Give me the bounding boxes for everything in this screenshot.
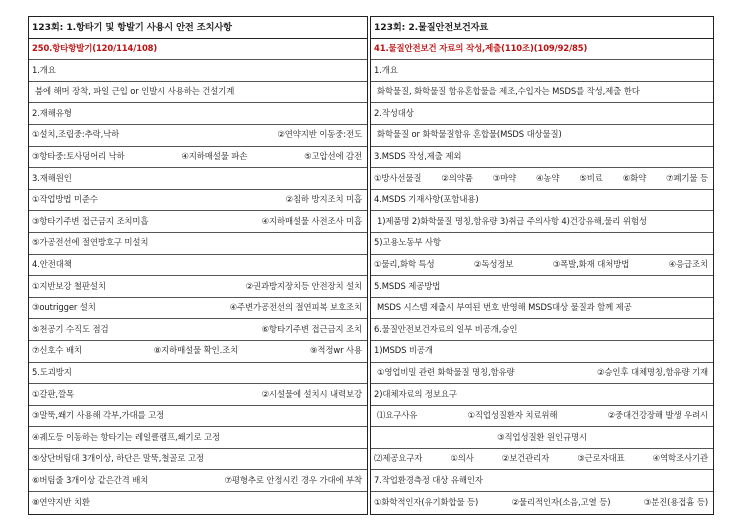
row-text: ③직업성질환 원인규명시 bbox=[497, 431, 587, 442]
row-text: ⑧연약지반 치환 bbox=[32, 497, 90, 508]
row-text: 1.개요 bbox=[32, 64, 56, 75]
left-row bbox=[29, 449, 367, 471]
row-text: ③분진(용접흄 등) bbox=[643, 497, 709, 508]
right-row bbox=[371, 147, 713, 169]
row-text: ③근로자대표 bbox=[577, 453, 625, 464]
left-row bbox=[29, 211, 367, 233]
right-row bbox=[371, 103, 713, 125]
left-row bbox=[29, 82, 367, 104]
right-header: 123회: 2.물질안전보건자료 bbox=[371, 17, 713, 39]
row-text: ②시설물에 설치시 내력보강 bbox=[261, 388, 362, 399]
left-row bbox=[29, 363, 367, 385]
row-text: 5.MSDS 제공방법 bbox=[374, 280, 441, 291]
right-row bbox=[371, 319, 713, 341]
left-row bbox=[29, 492, 367, 514]
right-row bbox=[371, 492, 713, 514]
row-text: ⑥항타기주변 접근금지 조치 bbox=[261, 323, 362, 334]
left-row bbox=[29, 255, 367, 277]
row-text: 붐에 해머 장착, 파일 근입 or 인발시 사용하는 건설기계 bbox=[35, 86, 235, 97]
right-subheader: 41.물질안전보건 자료의 작성,제출(110조)(109/92/85) bbox=[371, 39, 713, 61]
row-text: ⑤천공기 수직도 점검 bbox=[32, 323, 109, 334]
row-text: ③마약 bbox=[492, 172, 517, 183]
row-text: ①설치,조립중:추락,낙하 bbox=[32, 129, 120, 140]
row-text: 1)제품명 2)화학물질 명칭,함유량 3)취급 주의사항 4)건강유해,물리 위험성 bbox=[377, 215, 647, 226]
row-text: 3.재해원인 bbox=[32, 172, 72, 183]
left-row bbox=[29, 60, 367, 82]
row-text: ①갈판,깔목 bbox=[32, 388, 74, 399]
row-text: ⑴요구사유 bbox=[377, 410, 418, 421]
right-row bbox=[371, 470, 713, 492]
left-row bbox=[29, 384, 367, 406]
row-text: ①지반보강 철판설치 bbox=[32, 280, 106, 291]
row-text: ④궤도등 이동하는 항타기는 레일클램프,쐐기로 고정 bbox=[32, 431, 221, 442]
right-row bbox=[371, 363, 713, 385]
right-row bbox=[371, 276, 713, 298]
right-row bbox=[371, 233, 713, 255]
row-text: ②침하 방지조치 미흡 bbox=[285, 194, 362, 205]
row-text: 2.재해유형 bbox=[32, 107, 72, 118]
row-text: ①화학적인자(유기화합물 등) bbox=[374, 497, 479, 508]
right-row bbox=[371, 82, 713, 104]
row-text: ⑤상단버팀대 3개이상, 하단은 말뚝,철골로 고정 bbox=[32, 453, 204, 464]
row-text: ③항타기주변 접근금지 조치미흡 bbox=[32, 215, 149, 226]
left-row bbox=[29, 168, 367, 190]
left-row bbox=[29, 233, 367, 255]
right-row bbox=[371, 427, 713, 449]
left-column bbox=[28, 16, 368, 515]
row-text: ②독성정보 bbox=[473, 259, 514, 270]
row-text: ③폭발,화재 대처방법 bbox=[552, 259, 630, 270]
row-text: ②중대건강장해 발생 우려시 bbox=[607, 410, 708, 421]
row-text: 2)대체자료의 정보요구 bbox=[374, 388, 457, 399]
row-text: 5)고용노동부 사항 bbox=[374, 237, 441, 248]
left-row bbox=[29, 147, 367, 169]
row-text: ③outrigger 설치 bbox=[32, 302, 96, 313]
right-row bbox=[371, 384, 713, 406]
row-text: ①물리,화학 특성 bbox=[374, 259, 435, 270]
left-header: 123회: 1.항타기 및 항발기 사용시 안전 조치사항 bbox=[29, 17, 367, 39]
row-text: ⑦평형추로 안정시킨 경우 가대에 부착 bbox=[224, 474, 362, 485]
row-text: ⑤비료 bbox=[579, 172, 603, 183]
row-text: 4.MSDS 기재사항(포함내용) bbox=[374, 194, 479, 205]
row-text: ④주변가공전선의 절연피복 보호조치 bbox=[229, 302, 362, 313]
row-text: ④역학조사기관 bbox=[652, 453, 709, 464]
row-text: ①영업비밀 관련 화학물질 명칭,함유량 bbox=[377, 367, 515, 377]
row-text: 7.작업환경측정 대상 유해인자 bbox=[374, 474, 483, 485]
row-text: ④농약 bbox=[536, 172, 560, 183]
row-text: ②의약품 bbox=[441, 172, 473, 183]
row-text: ⑧지하매설물 확인.조치 bbox=[153, 345, 239, 356]
left-subheader: 250.항타항발기(120/114/108) bbox=[29, 39, 367, 61]
row-text: 3.MSDS 작성,제출 제외 bbox=[374, 151, 462, 162]
row-text: ⑥화약 bbox=[622, 172, 647, 183]
row-text: ②승인후 대체명칭,함유량 기재 bbox=[597, 367, 708, 377]
row-text: ⑦신호수 배치 bbox=[32, 345, 82, 356]
row-text: ⑨적정wr 사용 bbox=[309, 345, 362, 356]
row-text: 화학물질 or 화학물질함유 혼합물(MSDS 대상물질) bbox=[377, 129, 562, 140]
left-row bbox=[29, 190, 367, 212]
right-row bbox=[371, 449, 713, 471]
left-row bbox=[29, 125, 367, 147]
left-row bbox=[29, 341, 367, 363]
right-row bbox=[371, 211, 713, 233]
right-row bbox=[371, 190, 713, 212]
row-text: 1)MSDS 비공개 bbox=[374, 345, 433, 356]
left-row bbox=[29, 103, 367, 125]
row-text: 화학물질, 화학물질 함유혼합물을 제조,수입자는 MSDS를 작성,제출 한다 bbox=[377, 86, 640, 97]
row-text: ②권과방지장치등 안전장치 설치 bbox=[245, 280, 362, 291]
right-row bbox=[371, 298, 713, 320]
row-text: ①직업성질환자 치료위해 bbox=[467, 410, 558, 421]
row-text: 2.작성대상 bbox=[374, 107, 414, 118]
row-text: ⑦폐기물 등 bbox=[666, 172, 708, 183]
row-text: ②연약지반 이동중:전도 bbox=[277, 129, 362, 140]
right-row bbox=[371, 60, 713, 82]
left-row bbox=[29, 276, 367, 298]
left-row bbox=[29, 298, 367, 320]
row-text: ③항타중:토사덩어리 낙하 bbox=[32, 151, 125, 162]
left-row bbox=[29, 470, 367, 492]
row-text: ③말뚝,쐐기 사용해 각부,가대를 고정 bbox=[32, 410, 165, 421]
row-text: ①방사선물질 bbox=[374, 172, 422, 183]
row-text: ①의사 bbox=[450, 453, 474, 464]
row-text: ①작업방법 미준수 bbox=[32, 194, 98, 205]
row-text: ⑤가공전선에 절연방호구 미설치 bbox=[32, 237, 149, 248]
right-row bbox=[371, 125, 713, 147]
row-text: ②물리적인자(소음,고열 등) bbox=[511, 497, 611, 508]
document-sheet bbox=[28, 16, 714, 515]
row-text: 4.안전대책 bbox=[32, 259, 72, 270]
right-row bbox=[371, 406, 713, 428]
row-text: MSDS 시스템 제출시 부여된 번호 반영해 MSDS대상 물질과 함께 제공 bbox=[377, 302, 632, 313]
row-text: ④응급조치 bbox=[668, 259, 709, 270]
row-text: ④지하매설물 사전조사 미흡 bbox=[261, 215, 362, 226]
row-text: 5.도괴방지 bbox=[32, 367, 72, 377]
row-text: 6.물질안전보건자료의 일부 비공개,승인 bbox=[374, 323, 518, 334]
left-row bbox=[29, 406, 367, 428]
right-column bbox=[370, 16, 714, 515]
row-text: ⑵제공요구자 bbox=[374, 453, 423, 464]
right-row bbox=[371, 341, 713, 363]
right-row bbox=[371, 255, 713, 277]
row-text: ②보건관리자 bbox=[501, 453, 550, 464]
row-text: 1.개요 bbox=[374, 64, 398, 75]
row-text: ⑥버팀줄 3개이상 같은간격 배치 bbox=[32, 474, 149, 485]
left-row bbox=[29, 319, 367, 341]
row-text: ④지하매설물 파손 bbox=[181, 151, 248, 162]
right-row bbox=[371, 168, 713, 190]
row-text: ⑤고압선에 감전 bbox=[304, 151, 362, 162]
left-row bbox=[29, 427, 367, 449]
